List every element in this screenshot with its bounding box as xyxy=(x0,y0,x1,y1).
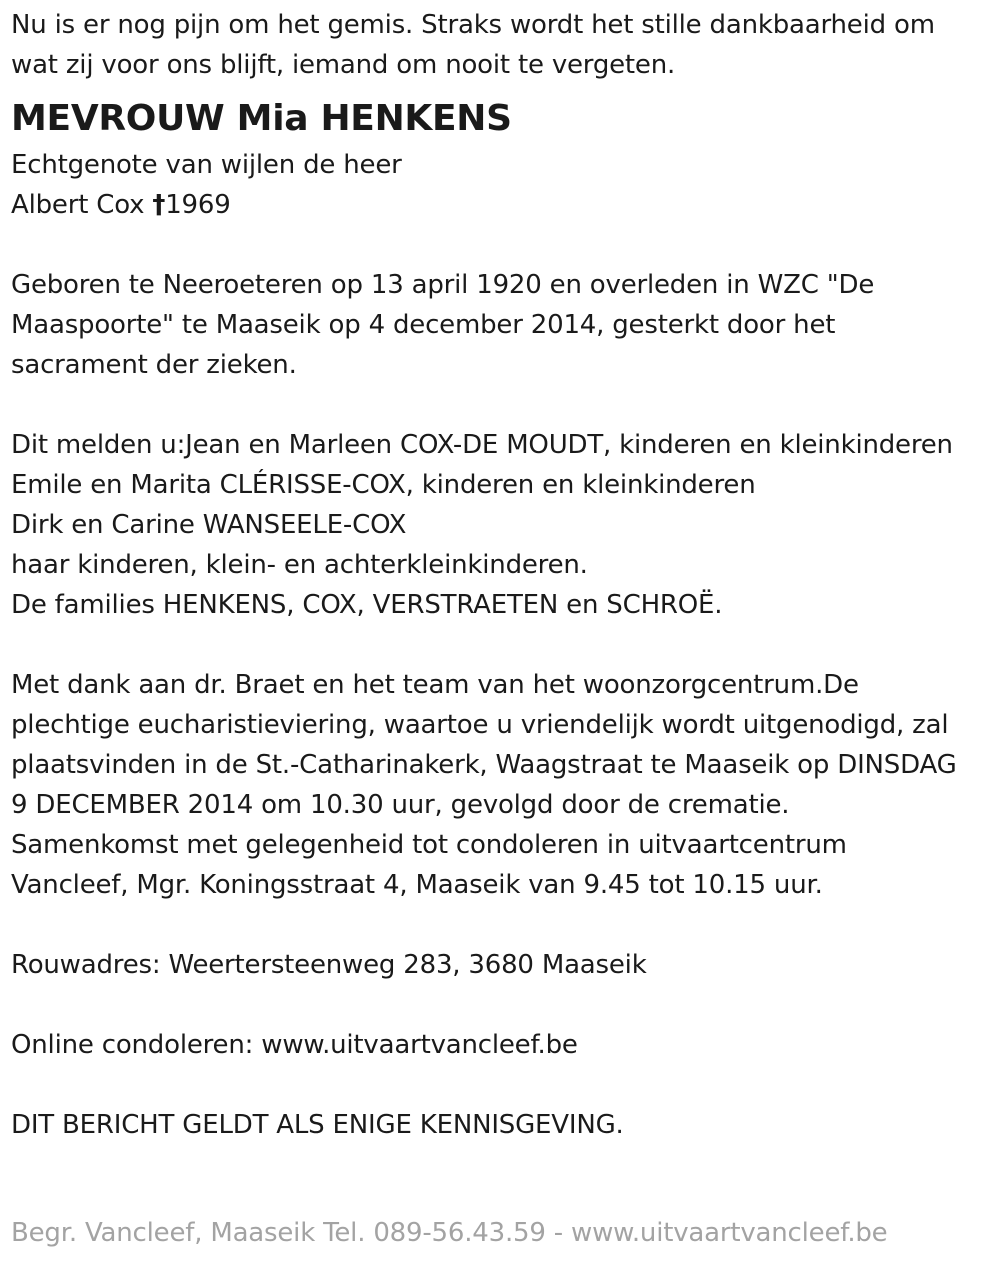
spouse-line: Echtgenote van wijlen de heer xyxy=(11,150,402,180)
birth-death-line: sacrament der zieken. xyxy=(11,350,297,380)
family-line: Dit melden u:Jean en Marleen COX-DE MOUDT, kinderen en kleinkinderen xyxy=(11,430,953,460)
family-line: De families HENKENS, COX, VERSTRAETEN en SCHROË. xyxy=(11,590,723,620)
ceremony-info xyxy=(11,665,1000,905)
birth-death-line: Maaspoorte" te Maaseik op 4 december 2014, gesterkt door het xyxy=(11,310,836,340)
ceremony-line: plaatsvinden in de St.-Catharinakerk, Waagstraat te Maaseik op DINSDAG xyxy=(11,750,957,780)
intro-text xyxy=(11,5,1000,85)
family-list xyxy=(11,425,1000,625)
family-line: haar kinderen, klein- en achterkleinkinderen. xyxy=(11,550,588,580)
online-condolences: Online condoleren: www.uitvaartvancleef.be xyxy=(11,1030,578,1060)
funeral-home-footer: Begr. Vancleef, Maaseik Tel. 089-56.43.59 - www.uitvaartvancleef.be xyxy=(11,1218,888,1248)
birth-death-line: Geboren te Neeroeteren op 13 april 1920 en overleden in WZC "De xyxy=(11,270,875,300)
mourning-address: Rouwadres: Weertersteenweg 283, 3680 Maaseik xyxy=(11,950,647,980)
birth-death-info xyxy=(11,265,1000,385)
spouse-death-year: 1969 xyxy=(165,190,231,220)
family-line: Emile en Marita CLÉRISSE-COX, kinderen en kleinkinderen xyxy=(11,470,756,500)
intro-line: Nu is er nog pijn om het gemis. Straks wordt het stille dankbaarheid om xyxy=(11,10,935,40)
ceremony-line: plechtige eucharistieviering, waartoe u vriendelijk wordt uitgenodigd, zal xyxy=(11,710,949,740)
spouse-name: Albert Cox xyxy=(11,190,153,220)
spouse-info xyxy=(11,145,1000,225)
intro-line: wat zij voor ons blijft, iemand om nooit te vergeten. xyxy=(11,50,676,80)
ceremony-line: 9 DECEMBER 2014 om 10.30 uur, gevolgd door de crematie. xyxy=(11,790,790,820)
deceased-name: MEVROUW Mia HENKENS xyxy=(11,98,512,139)
cross-icon: † xyxy=(152,190,166,220)
family-line: Dirk en Carine WANSEELE-COX xyxy=(11,510,407,540)
spouse-name-line xyxy=(11,185,1000,225)
notice-text: DIT BERICHT GELDT ALS ENIGE KENNISGEVING. xyxy=(11,1110,624,1140)
ceremony-line: Samenkomst met gelegenheid tot condoleren in uitvaartcentrum xyxy=(11,830,847,860)
ceremony-line: Met dank aan dr. Braet en het team van het woonzorgcentrum.De xyxy=(11,670,859,700)
ceremony-line: Vancleef, Mgr. Koningsstraat 4, Maaseik van 9.45 tot 10.15 uur. xyxy=(11,870,823,900)
